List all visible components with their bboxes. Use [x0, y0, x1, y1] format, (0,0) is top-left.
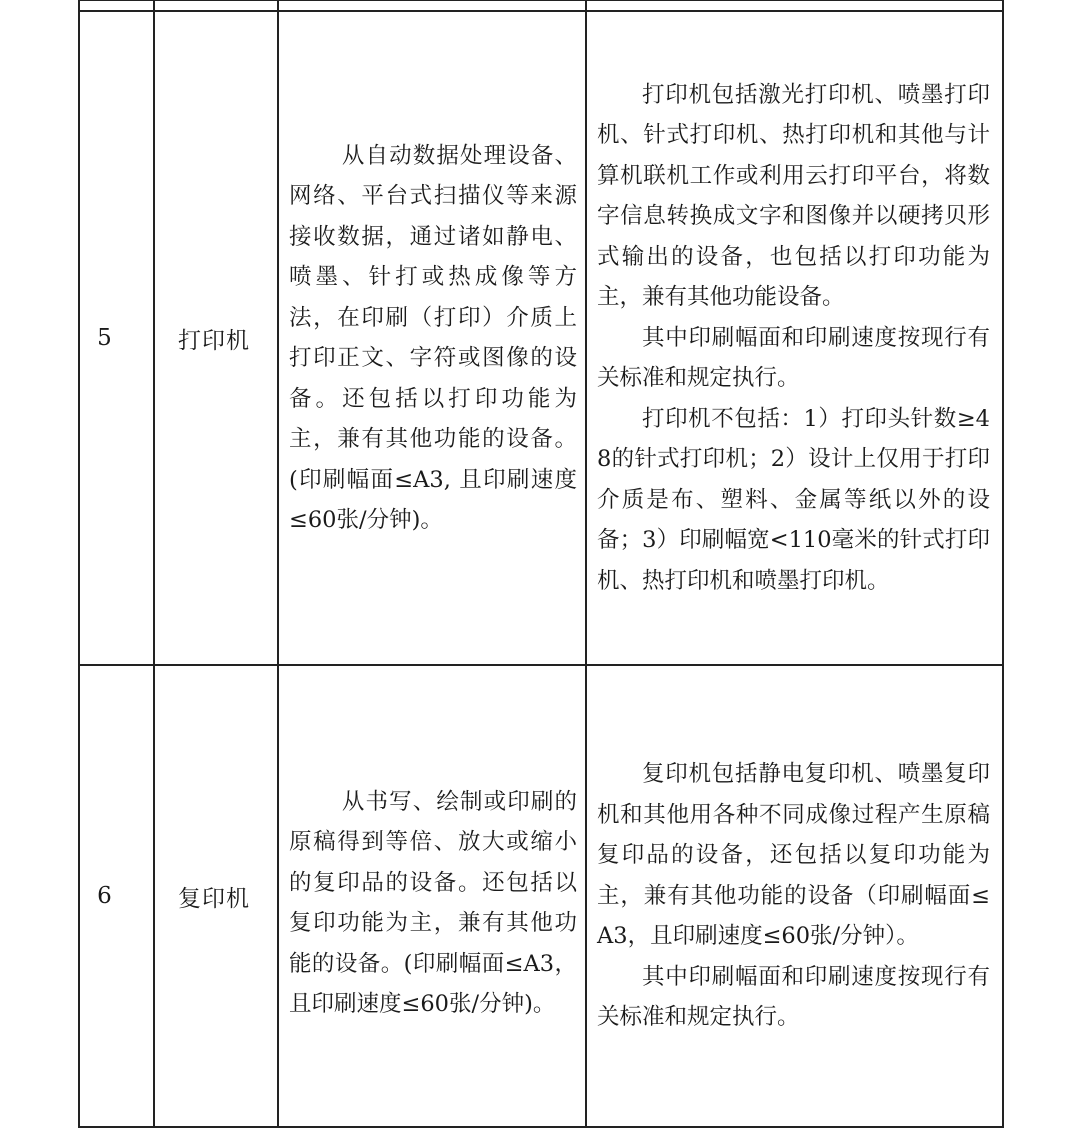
row-number: 5: [79, 11, 154, 665]
previous-row-tail: [79, 0, 1003, 11]
notes-cell: [586, 665, 1003, 1127]
notes-cell: [586, 11, 1003, 665]
device-name: 复印机: [154, 665, 278, 1127]
note-paragraph: 其中印刷幅面和印刷速度按现行有关标准和规定执行。: [597, 324, 990, 392]
note-paragraph: 其中印刷幅面和印刷速度按现行有关标准和规定执行。: [597, 963, 990, 1031]
table-row: [79, 665, 1003, 1127]
catalog-table: [78, 0, 1004, 1128]
device-name: 打印机: [154, 11, 278, 665]
definition-cell: [278, 665, 586, 1127]
definition-text: 从书写、绘制或印刷的原稿得到等倍、放大或缩小的复印品的设备。还包括以复印功能为主，兼有其他功能的设备。(印刷幅面≤A3，且印刷速度≤60张/分钟)。: [289, 788, 577, 1017]
definition-text: 从自动数据处理设备、网络、平台式扫描仪等来源接收数据，通过诸如静电、喷墨、针打或热成像等方法，在印刷（打印）介质上打印正文、字符或图像的设备。还包括以打印功能为主，兼有其他功能的设备。(印刷幅面≤A3, 且印刷速度≤60张/分钟)。: [289, 142, 577, 533]
definition-cell: [278, 11, 586, 665]
table-row: [79, 11, 1003, 665]
note-paragraph: 打印机包括激光打印机、喷墨打印机、针式打印机、热打印机和其他与计算机联机工作或利用云打印平台，将数字信息转换成文字和图像并以硬拷贝形式输出的设备，也包括以打印功能为主，兼有其他功能设备。: [597, 81, 990, 311]
note-paragraph: 打印机不包括：1）打印头针数≥48的针式打印机；2）设计上仅用于打印介质是布、塑料、金属等纸以外的设备；3）印刷幅宽<110毫米的针式打印机、热打印机和喷墨打印机。: [597, 405, 990, 594]
note-paragraph: 复印机包括静电复印机、喷墨复印机和其他用各种不同成像过程产生原稿复印品的设备，还包括以复印功能为主，兼有其他功能的设备（印刷幅面≤A3，且印刷速度≤60张/分钟）。: [597, 761, 990, 950]
row-number: 6: [79, 665, 154, 1127]
